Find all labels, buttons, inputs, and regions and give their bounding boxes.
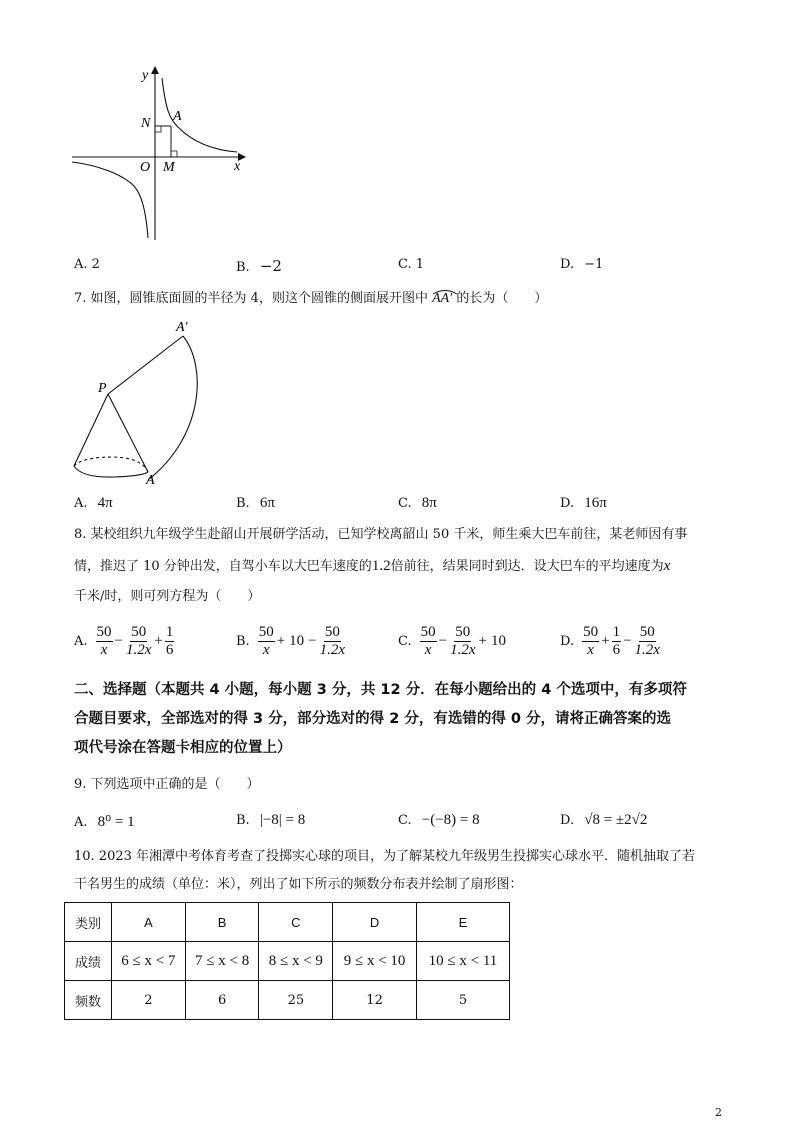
y-axis-arrow <box>151 66 159 74</box>
right-angle-m <box>171 151 177 157</box>
point-a-prime-label: A′ <box>176 320 188 335</box>
table-cell: E <box>416 903 509 942</box>
section-2-line-2: 合题目要求，全部选对的得 3 分，部分选对的得 2 分，有选错的得 0 分，请将正确答案的选 <box>74 711 672 727</box>
right-angle-n <box>155 126 161 132</box>
q7-text-after: 的长为（ ） <box>452 291 548 306</box>
table-cell: D <box>333 903 417 942</box>
minus-sign: − <box>114 633 123 649</box>
fraction <box>96 624 113 659</box>
option-label: A. <box>74 496 88 511</box>
point-n-label: N <box>141 116 151 131</box>
denominator: 1.2x <box>319 642 346 658</box>
minus-sign: − <box>438 633 448 649</box>
denominator: 6 <box>165 642 174 658</box>
q9-stem <box>74 774 260 796</box>
q9-option-c[interactable] <box>398 812 480 829</box>
table-row-frequency <box>65 981 510 1020</box>
fraction <box>420 624 437 659</box>
cone-left-side <box>74 394 108 466</box>
option-value: −2 <box>259 257 282 275</box>
option-value: 8π <box>421 495 437 511</box>
base-ellipse-back <box>74 457 148 472</box>
option-label: A. <box>74 257 88 272</box>
q7-option-c[interactable] <box>398 495 437 512</box>
option-label: D. <box>560 813 575 828</box>
fraction <box>319 624 346 659</box>
q9-stem-text: 9. 下列选项中正确的是（ ） <box>74 777 260 792</box>
q6-option-c[interactable] <box>398 257 424 272</box>
option-label: C. <box>398 813 412 828</box>
fraction <box>634 624 661 659</box>
q8-option-c[interactable] <box>398 624 508 659</box>
option-value: −1 <box>584 257 604 272</box>
option-math: −(−8) = 8 <box>421 812 480 828</box>
denominator: x <box>587 642 594 658</box>
q7-stem <box>74 288 547 310</box>
q8-option-d[interactable] <box>560 624 661 659</box>
denominator: x <box>100 642 108 658</box>
fraction <box>612 624 622 659</box>
option-value: 4π <box>97 495 113 511</box>
option-label: A. <box>74 634 88 649</box>
fraction <box>582 624 599 659</box>
q9-option-a[interactable] <box>74 812 135 831</box>
q7-option-b[interactable] <box>236 495 275 512</box>
q8-line-1-text: 8. 某校组织九年级学生赴韶山开展研学活动，已知学校离韶山 50 千米，师生乘大巴车前往，某老师因有事 <box>74 527 688 542</box>
q8-line-1 <box>74 524 734 555</box>
denominator: 6 <box>612 642 621 658</box>
q7-text-before: 7. 如图，圆锥底面圆的半径为 4，则这个圆锥的侧面展开图中 <box>74 291 433 306</box>
point-m-label: M <box>163 160 175 175</box>
ten: 10 <box>289 633 305 649</box>
hyperbola-branch-q3 <box>72 160 151 238</box>
origin-label: O <box>140 160 151 175</box>
q8-option-b[interactable] <box>236 624 346 659</box>
numerator: 50 <box>583 624 599 640</box>
q10-line-2: 干名男生的成绩（单位：米），列出了如下所示的频数分布表并绘制了扇形图： <box>74 877 523 892</box>
numerator: 50 <box>96 624 112 640</box>
q6-option-a[interactable] <box>74 257 100 272</box>
q8-line-2-after: 倍前往，结果同时到达．设大巴车的平均速度为 <box>390 559 664 574</box>
page-number: 2 <box>715 1106 722 1119</box>
plus-sign: + <box>478 633 487 649</box>
q6-option-d[interactable] <box>560 257 603 272</box>
option-value: 1 <box>415 257 425 272</box>
q8-variable-x: x <box>663 558 671 574</box>
table-cell: 6 ≤ x < 7 <box>112 942 186 981</box>
option-label: D. <box>560 634 575 649</box>
q8-stem <box>74 524 734 617</box>
q8-line-2 <box>74 555 734 586</box>
q10-stem <box>74 846 734 902</box>
base-ellipse-front <box>74 466 148 477</box>
q6-hyperbola-figure <box>62 62 252 244</box>
fraction <box>449 624 476 659</box>
numerator: 50 <box>420 624 436 640</box>
slant-pa-prime <box>108 336 183 394</box>
q8-option-a[interactable] <box>74 624 174 659</box>
section-2-line-1: 二、选择题（本题共 4 小题，每小题 3 分，共 12 分．在每小题给出的 4 个选项中，有多项符 <box>74 682 687 698</box>
option-label: D. <box>560 257 575 272</box>
q7-option-a[interactable] <box>74 495 113 512</box>
fraction <box>258 624 275 659</box>
option-value: 2 <box>91 257 100 272</box>
minus-sign: − <box>623 633 632 649</box>
table-cell: 6 <box>185 981 259 1020</box>
option-math: 8⁰ = 1 <box>97 814 135 830</box>
plus-sign: + <box>154 633 163 649</box>
denominator: 1.2x <box>450 642 476 658</box>
q7-option-d[interactable] <box>560 495 607 512</box>
table-header-cell: 类别 <box>65 903 112 942</box>
q7-arc-label <box>432 288 452 310</box>
q9-option-d[interactable] <box>560 812 647 829</box>
q10-line-1: 10. 2023 年湘潭中考体育考查了投掷实心球的项目，为了解某校九年级男生投掷实心球水平．随机抽取了若 <box>74 849 696 864</box>
option-label: B. <box>236 813 250 828</box>
table-cell: 5 <box>416 981 509 1020</box>
point-a-label: A <box>146 473 155 488</box>
q7-cone-figure <box>62 318 232 490</box>
q6-option-b[interactable] <box>236 257 282 275</box>
arc-mark-icon <box>432 289 458 295</box>
table-cell: C <box>259 903 333 942</box>
table-cell: 7 ≤ x < 8 <box>185 942 259 981</box>
table-header-cell: 频数 <box>65 981 112 1020</box>
table-header-cell: 成绩 <box>65 942 112 981</box>
denominator: 1.2x <box>126 642 152 658</box>
option-label: B. <box>236 260 250 275</box>
option-label: D. <box>560 496 575 511</box>
option-math: √8 = ±2√2 <box>584 812 648 828</box>
numerator: 50 <box>131 624 147 640</box>
q8-speed-ratio: 1.2 <box>371 558 391 574</box>
option-label: C. <box>398 257 412 272</box>
numerator: 1 <box>612 624 621 640</box>
q9-option-b[interactable] <box>236 812 305 829</box>
table-cell: B <box>185 903 259 942</box>
q8-line-3-text: 千米/时，则可列方程为（ ） <box>74 589 261 604</box>
option-label: C. <box>398 634 412 649</box>
numerator: 50 <box>324 624 340 640</box>
numerator: 50 <box>639 624 655 640</box>
numerator: 50 <box>258 624 274 640</box>
option-label: C. <box>398 496 412 511</box>
option-value: 6π <box>259 495 275 511</box>
q8-line-2-text: 情，推迟了 10 分钟出发，自驾小车以大巴车速度的 <box>74 559 372 574</box>
minus-sign: − <box>308 633 317 649</box>
table-cell: 12 <box>333 981 417 1020</box>
denominator: x <box>424 642 432 658</box>
option-math: |−8| = 8 <box>259 812 306 828</box>
x-label: x <box>234 159 241 174</box>
y-label: y <box>142 68 149 83</box>
table-cell: A <box>112 903 186 942</box>
slant-pa <box>108 394 148 472</box>
table-row-category <box>65 903 510 942</box>
option-label: B. <box>236 634 250 649</box>
option-label: A. <box>74 815 88 830</box>
numerator: 1 <box>165 624 174 640</box>
frequency-table <box>64 902 510 1020</box>
plus-sign: + <box>276 633 286 649</box>
denominator: x <box>262 642 270 658</box>
point-a-label: A <box>173 109 182 124</box>
plus-sign: + <box>601 633 610 649</box>
ten: 10 <box>490 633 506 649</box>
section-2-line-3: 项代号涂在答题卡相应的位置上） <box>74 740 292 756</box>
table-row-score <box>65 942 510 981</box>
q8-line-3 <box>74 586 734 617</box>
arc-label-text: AA′ <box>432 291 453 306</box>
section-2-heading <box>74 676 734 763</box>
table-cell: 8 ≤ x < 9 <box>259 942 333 981</box>
fraction <box>125 624 152 659</box>
table-cell: 10 ≤ x < 11 <box>416 942 509 981</box>
table-cell: 2 <box>112 981 186 1020</box>
table-cell: 9 ≤ x < 10 <box>333 942 417 981</box>
numerator: 50 <box>455 624 471 640</box>
apex-label: P <box>98 381 107 396</box>
denominator: 1.2x <box>634 642 660 658</box>
option-label: B. <box>236 496 250 511</box>
option-value: 16π <box>584 495 607 511</box>
table-cell: 25 <box>259 981 333 1020</box>
fraction <box>165 624 175 659</box>
